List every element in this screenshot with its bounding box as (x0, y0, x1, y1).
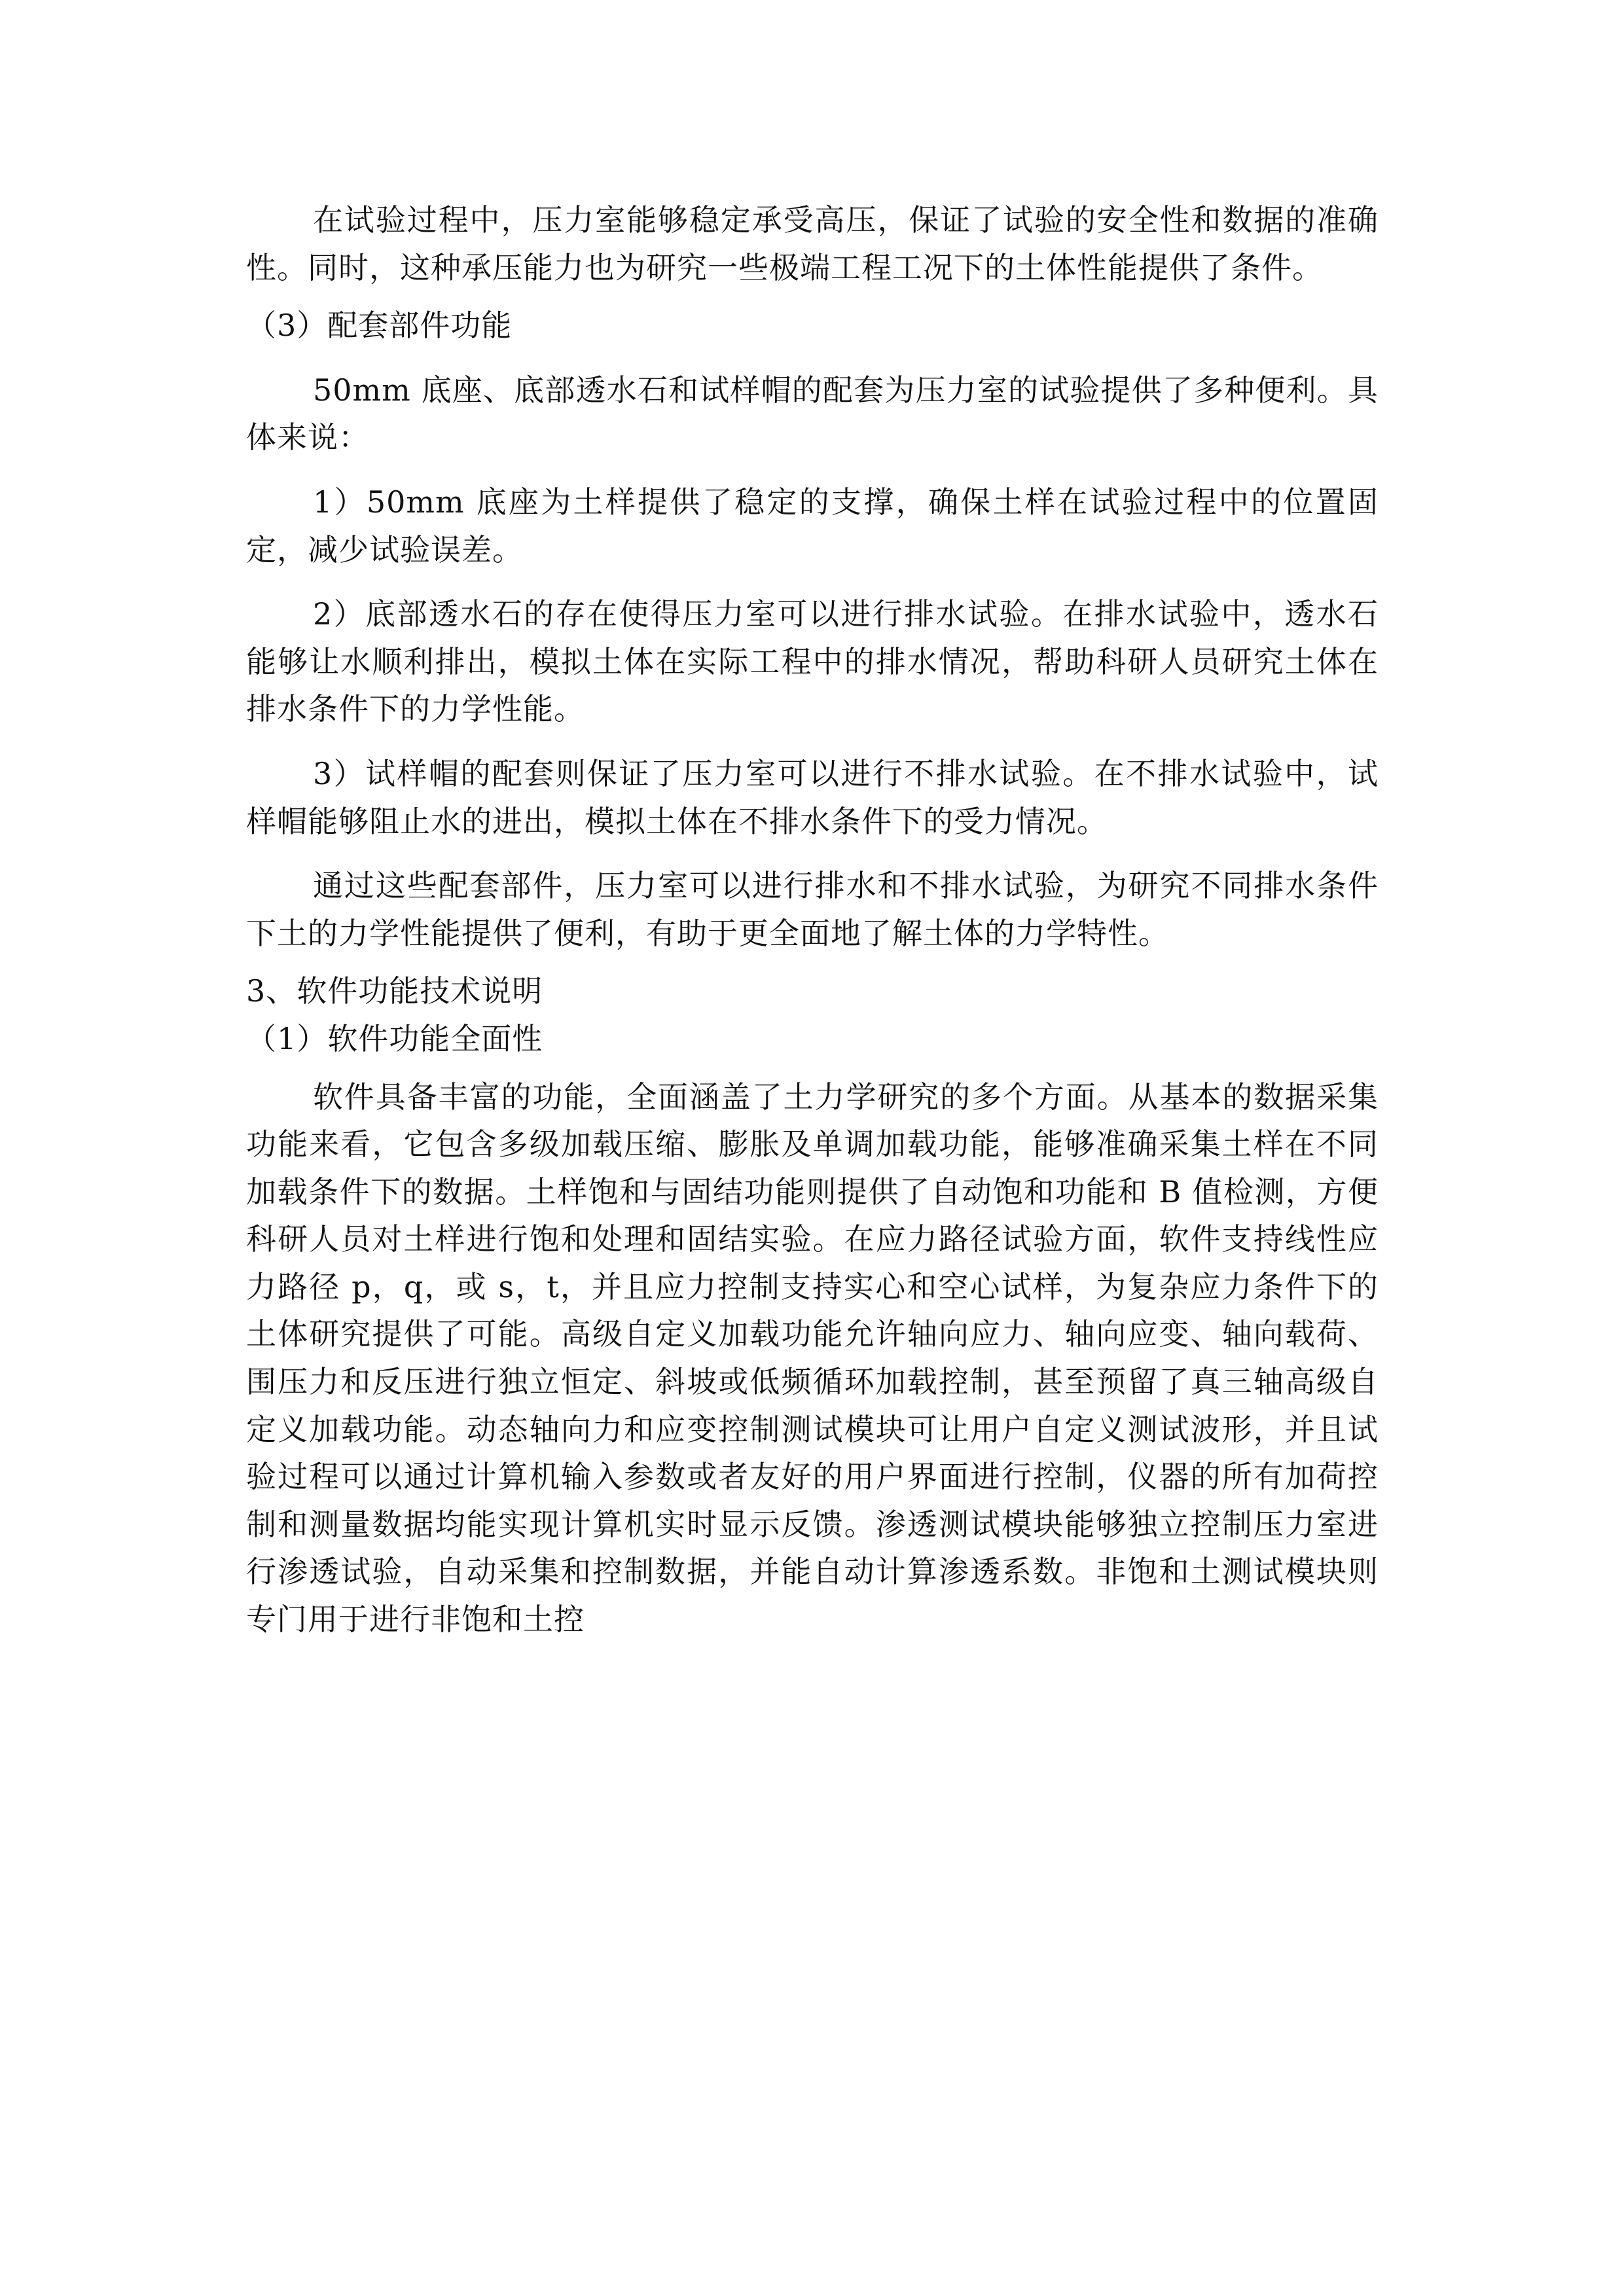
paragraph-accessory-intro: 50mm 底座、底部透水石和试样帽的配套为压力室的试验提供了多种便利。具体来说： (246, 372, 1379, 456)
list-item-specimen-cap: 3）试样帽的配套则保证了压力室可以进行不排水试验。在不排水试验中，试样帽能够阻止水的进出，模拟土体在不排水条件下的受力情况。 (246, 755, 1379, 839)
paragraph-accessory-summary: 通过这些配套部件，压力室可以进行排水和不排水试验，为研究不同排水条件下土的力学性能提供了便利，有助于更全面地了解土体的力学特性。 (246, 868, 1379, 951)
paragraph-pressure-chamber-stability: 在试验过程中，压力室能够稳定承受高压，保证了试验的安全性和数据的准确性。同时，这种承压能力也为研究一些极端工程工况下的土体性能提供了条件。 (246, 202, 1379, 285)
document-body (246, 196, 1379, 1643)
list-item-porous-stone: 2）底部透水石的存在使得压力室可以进行排水试验。在排水试验中，透水石能够让水顺利排出，模拟土体在实际工程中的排水情况，帮助科研人员研究土体在排水条件下的力学性能。 (246, 596, 1379, 727)
paragraph-software-capabilities: 软件具备丰富的功能，全面涵盖了土力学研究的多个方面。从基本的数据采集功能来看，它包含多级加载压缩、膨胀及单调加载功能，能够准确采集土样在不同加载条件下的数据。土样饱和与固结功能则提供了自动饱和功能和 B 值检测，方便科研人员对土样进行饱和处理和固结实验。在应力路径试验方面，软件支持线性应力路径 p，q，或 s，t，并且应力控制支持实心和空心试样，为复杂应力条件下的土体研究提供了可能。高级自定义加载功能允许轴向应力、轴向应变、轴向载荷、围压力和反压进行独立恒定、斜坡或低频循环加载控制，甚至预留了真三轴高级自定义加载功能。动态轴向力和应变控制测试模块可让用户自定义测试波形，并且试验过程可以通过计算机输入参数或者友好的用户界面进行控制，仪器的所有加荷控制和测量数据均能实现计算机实时显示反馈。渗透测试模块能够独立控制压力室进行渗透试验，自动采集和控制数据，并能自动计算渗透系数。非饱和土测试模块则专门用于进行非饱和土控 (246, 1079, 1379, 1638)
subsection-heading-software-completeness: （1）软件功能全面性 (246, 1020, 543, 1056)
section-heading-accessory-functions: （3）配套部件功能 (246, 308, 513, 344)
section-heading-software-functions: 3、软件功能技术说明 (246, 973, 543, 1009)
list-item-base-support: 1）50mm 底座为土样提供了稳定的支撑，确保土样在试验过程中的位置固定，减少试验误差。 (246, 484, 1379, 567)
